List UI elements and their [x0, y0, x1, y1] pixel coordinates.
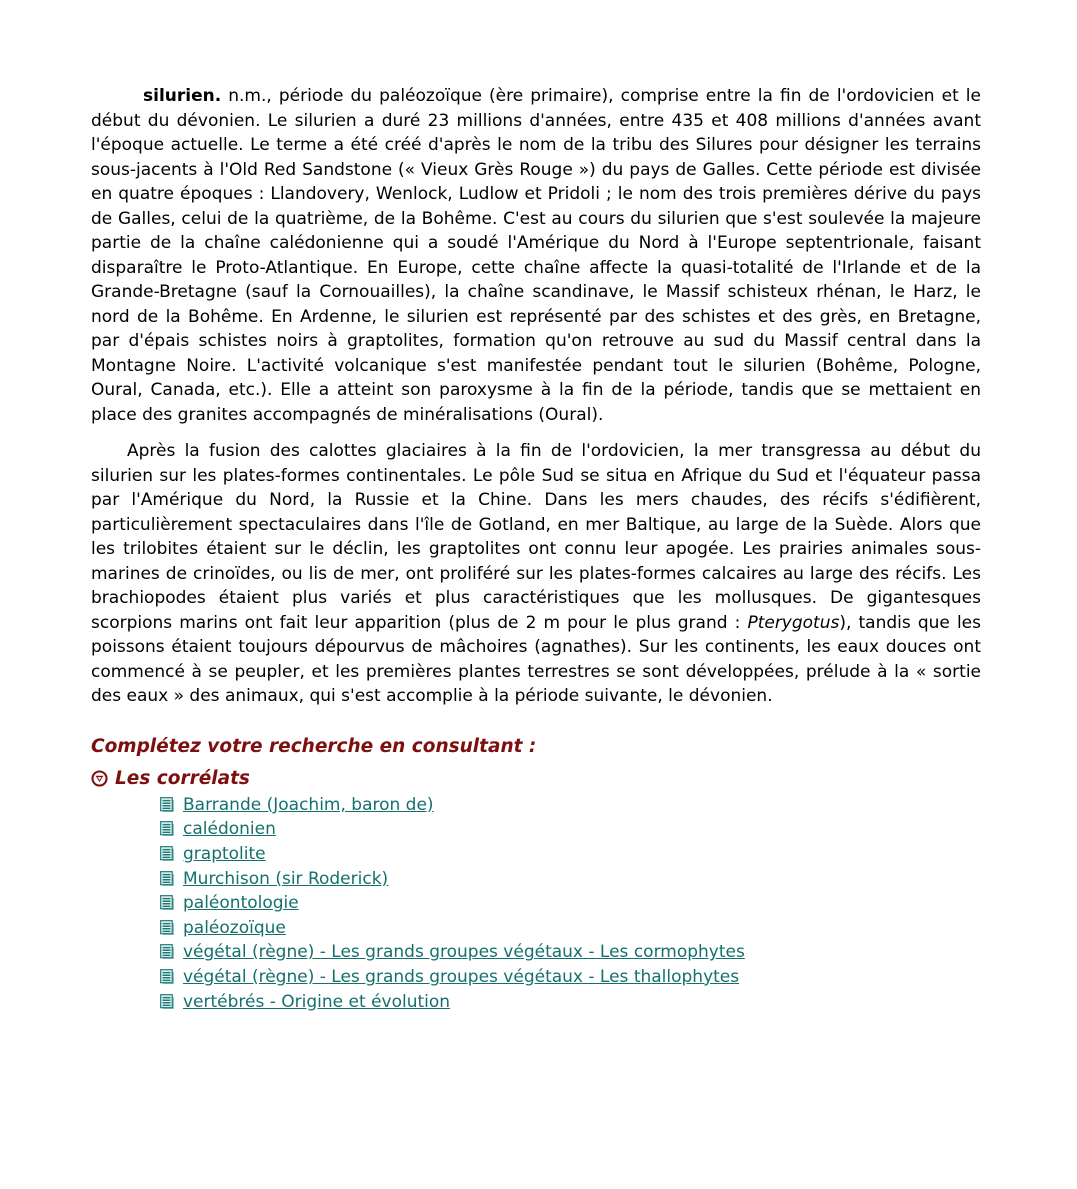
list-item	[160, 817, 981, 842]
document-icon	[160, 994, 175, 1010]
correlat-link-caledonien[interactable]: calédonien	[183, 819, 276, 840]
correlats-link-list	[160, 793, 981, 1014]
article-paragraph-2	[91, 439, 981, 709]
paragraph-2-text-pre: Après la fusion des calottes glaciaires à la fin de l'ordovicien, la mer transgressa au début du silurien sur les plates-formes continentales. Le pôle Sud se situa en Afrique du Sud et l'équateur passa par l'Amérique du Nord, la Russie et la Chine. Dans les mers chaudes, des récifs s'édifièrent, particulièrement spectaculaires dans l'île de Gotland, en mer Baltique, au large de la Suède. Alors que les trilobites étaient sur le déclin, les graptolites ont connu leur apogée. Les prairies animales sous-marines de crinoïdes, ou lis de mer, ont proliféré sur les plates-formes calcaires au large des récifs. Les brachiopodes étaient plus variés et plus caractéristiques que les mollusques. De gigantesques scorpions marins ont fait leur apparition (plus de 2 m pour le plus grand :	[91, 441, 981, 633]
correlat-link-paleontologie[interactable]: paléontologie	[183, 893, 299, 914]
correlats-label: Les corrélats	[115, 767, 250, 789]
entry-headword: silurien.	[143, 86, 222, 106]
list-item	[160, 866, 981, 891]
document-icon	[160, 797, 175, 813]
list-item	[160, 891, 981, 916]
genus-name-italic: Pterygotus	[747, 612, 840, 633]
list-item	[160, 842, 981, 867]
paragraph-1-text: n.m., période du paléozoïque (ère primaire), comprise entre la fin de l'ordovicien et le début du dévonien. Le silurien a duré 23 millions d'années, entre 435 et 408 millions d'années avant l'époque actuelle. Le terme a été créé d'après le nom de la tribu des Silures pour désigner les terrains sous-jacents à l'Old Red Sandstone (« Vieux Grès Rouge ») du pays de Galles. Cette période est divisée en quatre époques : Llandovery, Wenlock, Ludlow et Pridoli ; le nom des trois premières dérive du pays de Galles, celui de la quatrième, de la Bohême. C'est au cours du silurien que s'est soulevée la majeure partie de la chaîne calédonienne qui a soudé l'Amérique du Nord à l'Europe septentrionale, faisant disparaître le Proto-Atlantique. En Europe, cette chaîne affecte la quasi-totalité de l'Irlande et de la Grande-Bretagne (sauf la Cornouailles), la chaîne scandinave, le Massif schisteux rhénan, le Harz, le nord de la Bohême. En Ardenne, le silurien est représenté par des schistes et des grès, en Bretagne, par d'épais schistes noirs à graptolites, formation qu'on retrouve au sud du Massif central dans la Montagne Noire. L'activité volcanique s'est manifestée pendant tout le silurien (Bohême, Pologne, Oural, Canada, etc.). Elle a atteint son paroxysme à la fin de la période, tandis que se mettaient en place des granites accompagnés de minéralisations (Oural).	[91, 86, 981, 425]
correlat-link-murchison[interactable]: Murchison (sir Roderick)	[183, 868, 389, 889]
document-icon	[160, 871, 175, 887]
correlats-header	[91, 768, 981, 789]
correlat-link-barrande[interactable]: Barrande (Joachim, baron de)	[183, 794, 434, 815]
correlat-link-paleozoique[interactable]: paléozoïque	[183, 917, 286, 938]
correlat-link-vertebres[interactable]: vertébrés - Origine et évolution	[183, 991, 451, 1012]
document-icon	[160, 895, 175, 911]
document-icon	[160, 821, 175, 837]
list-item	[160, 915, 981, 940]
list-item	[160, 793, 981, 818]
correlat-link-graptolite[interactable]: graptolite	[183, 843, 266, 864]
document-icon	[160, 944, 175, 960]
correlat-link-vegetal-thallophytes[interactable]: végétal (règne) - Les grands groupes végétaux - Les thallophytes	[183, 966, 740, 987]
correlat-link-vegetal-cormophytes[interactable]: végétal (règne) - Les grands groupes végétaux - Les cormophytes	[183, 942, 745, 963]
document-icon	[160, 920, 175, 936]
document-icon	[160, 846, 175, 862]
document-icon	[160, 969, 175, 985]
list-item	[160, 989, 981, 1014]
search-section-heading: Complétez votre recherche en consultant :	[91, 735, 537, 757]
list-item	[160, 965, 981, 990]
circle-down-triangle-icon	[91, 770, 108, 787]
list-item	[160, 940, 981, 965]
article-paragraph-1	[91, 84, 981, 427]
paragraph-2-text-post: ), tandis que les poissons étaient toujours dépourvus de mâchoires (agnathes). Sur les continents, les eaux douces ont commencé à se peupler, et les premières plantes terrestres se sont développées, prélude à la « sortie des eaux » des animaux, qui s'est accomplie à la période suivante, le dévonien.	[91, 612, 981, 706]
